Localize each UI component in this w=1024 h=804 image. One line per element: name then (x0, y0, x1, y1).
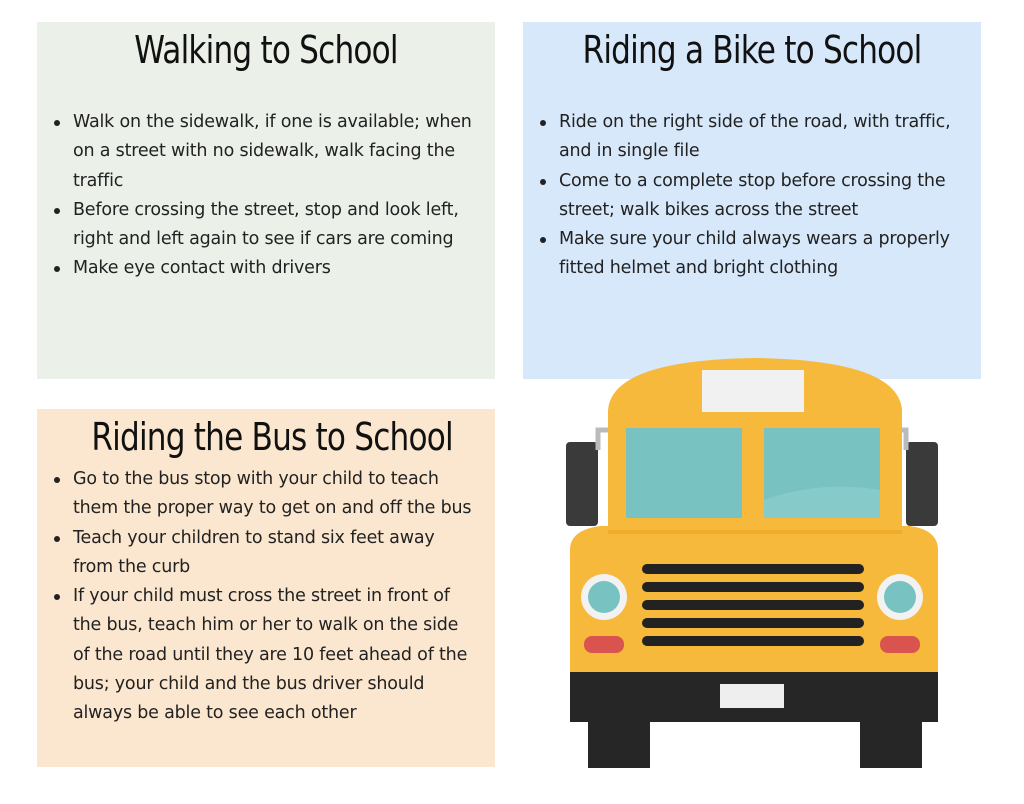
walking-tips-list (53, 108, 479, 284)
biking-tip: Come to a complete stop before crossing the street; walk bikes across the street (559, 167, 965, 226)
biking-tips-list (539, 108, 965, 284)
biking-tip: Make sure your child always wears a properly fitted helmet and bright clothing (559, 225, 965, 284)
bus-section (37, 409, 495, 767)
walking-tip: Make eye contact with drivers (73, 254, 479, 283)
walking-tip: Before crossing the street, stop and look left, right and left again to see if cars are coming (73, 196, 479, 255)
bus-tip: Go to the bus stop with your child to teach them the proper way to get on and off the bus (73, 465, 479, 524)
bus-tips-list (53, 465, 479, 729)
walking-tip: Walk on the sidewalk, if one is available; when on a street with no sidewalk, walk facing the traffic (73, 108, 479, 196)
bus-tip: Teach your children to stand six feet away from the curb (73, 524, 479, 583)
school-bus-icon (560, 350, 950, 770)
biking-section (523, 22, 981, 379)
walking-section (37, 22, 495, 379)
biking-title: Riding a Bike to School (582, 28, 922, 72)
walking-title: Walking to School (134, 28, 398, 72)
biking-tip: Ride on the right side of the road, with traffic, and in single file (559, 108, 965, 167)
bus-title: Riding the Bus to School (91, 415, 453, 459)
bus-tip: If your child must cross the street in front of the bus, teach him or her to walk on the side of the road until they are 10 feet ahead of the bus; your child and the bus driver should always be able to see each other (73, 582, 479, 728)
